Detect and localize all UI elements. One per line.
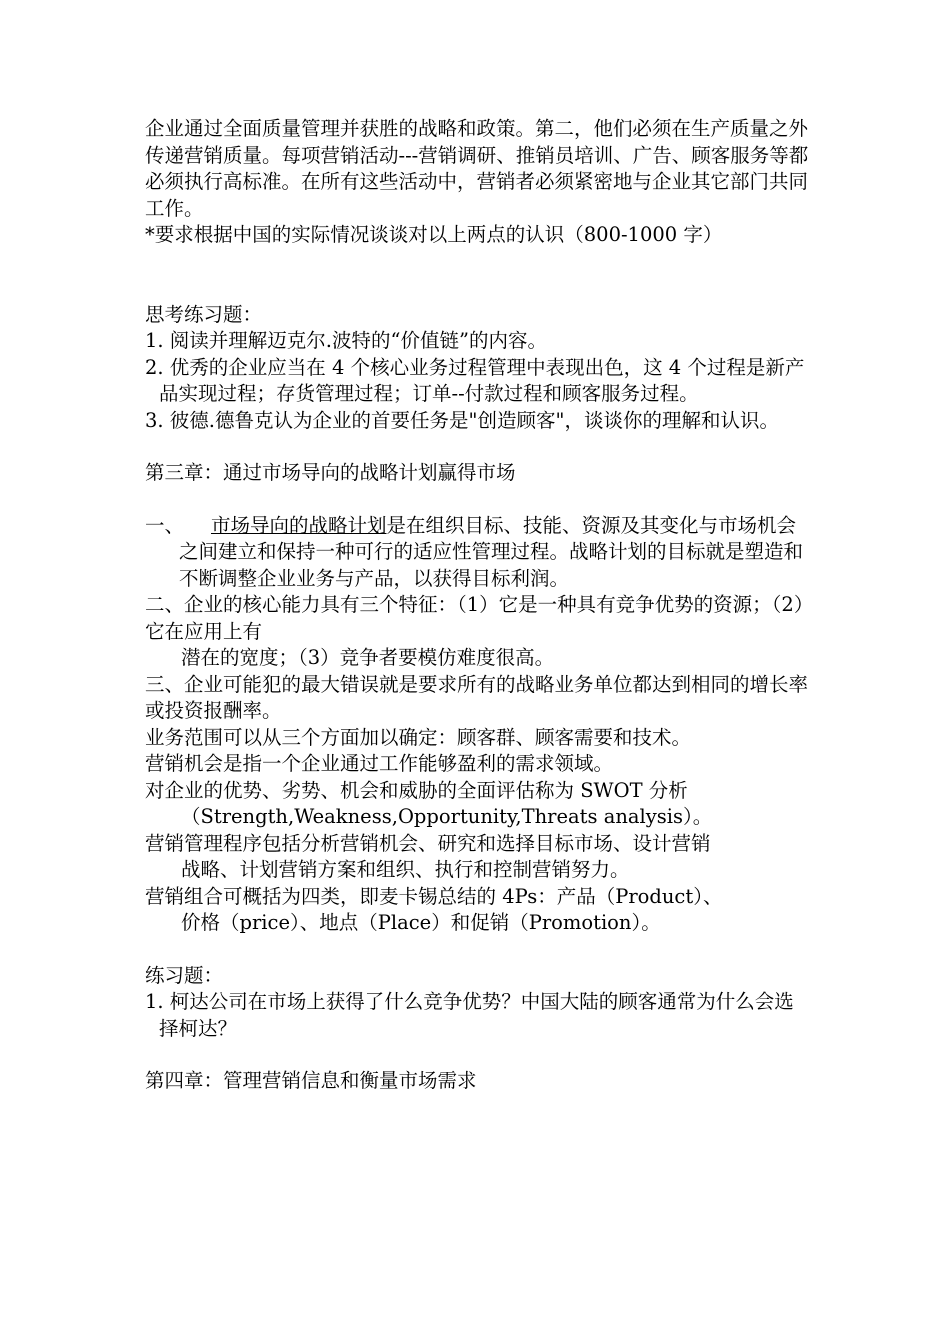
swot-paragraph: 对企业的优势、劣势、机会和威胁的全面评估称为 SWOT 分析 [145, 778, 688, 802]
marketing-process-paragraph: 营销管理程序包括分析营销机会、研究和选择目标市场、设计营销 [145, 831, 711, 855]
document-body [145, 116, 810, 1095]
section-2-paragraph: 二、企业的核心能力具有三个特征：（1）它是一种具有竞争优势的资源；（2）它在应用上有 [145, 593, 804, 643]
section-1-paragraph [145, 513, 810, 593]
business-scope-paragraph: 业务范围可以从三个方面加以确定：顾客群、顾客需要和技术。 [145, 725, 692, 749]
exercise-item: 1. 柯达公司在市场上获得了什么竞争优势？中国大陆的顾客通常为什么会选择柯达？ [145, 990, 794, 1040]
chapter-4-title: 第四章：管理营销信息和衡量市场需求 [145, 1069, 477, 1092]
assignment-requirement: *要求根据中国的实际情况谈谈对以上两点的认识（800-1000 字） [145, 223, 723, 246]
exercise-item: 3. 彼德.德鲁克认为企业的首要任务是"创造顾客"，谈谈你的理解和认识。 [145, 408, 779, 432]
exercise-item: 2. 优秀的企业应当在 4 个核心业务过程管理中表现出色，这 4 个过程是新产品实现过程；存货管理过程；订单--付款过程和顾客服务过程。 [145, 355, 805, 405]
section-1-text: 是在组织目标、技能、资源及其变化与市场机会之间建立和保持一种可行的适应性管理过程。战略计划的目标就是塑造和不断调整企业业务与产品，以获得目标利润。 [179, 513, 804, 590]
exercise-item: 1. 阅读并理解迈克尔.波特的“价值链”的内容。 [145, 329, 547, 352]
section-1-number: 一、 [145, 513, 185, 537]
section-3-paragraph: 三、企业可能犯的最大错误就是要求所有的战略业务单位都达到相同的增长率或投资报酬率。 [145, 672, 809, 722]
marketing-mix-continuation: 价格（price）、地点（Place）和促销（Promotion）。 [181, 911, 661, 934]
marketing-mix-paragraph: 营销组合可概括为四类，即麦卡锡总结的 4Ps：产品（Product）、 [145, 884, 723, 908]
marketing-opportunity-paragraph: 营销机会是指一个企业通过工作能够盈利的需求领域。 [145, 752, 614, 775]
exercise-heading: 思考练习题： [145, 302, 263, 326]
marketing-process-continuation: 战略、计划营销方案和组织、执行和控制营销努力。 [181, 858, 630, 881]
exercise-heading-2: 练习题： [145, 963, 224, 987]
section-2-continuation: 潜在的宽度；（3）竞争者要模仿难度很高。 [181, 646, 555, 669]
swot-expansion: （Strength,Weakness,Opportunity,Threats analysis）。 [181, 805, 713, 828]
strategic-planning-term: 市场导向的战略计划 [211, 513, 387, 537]
chapter-3-title: 第三章：通过市场导向的战略计划赢得市场 [145, 461, 516, 484]
intro-paragraph: 企业通过全面质量管理并获胜的战略和政策。第二，他们必须在生产质量之外传递营销质量。每项营销活动---营销调研、推销员培训、广告、顾客服务等都必须执行高标准。在所有这些活动中，营销者必须紧密地与企业其它部门共同工作。 [145, 117, 809, 220]
